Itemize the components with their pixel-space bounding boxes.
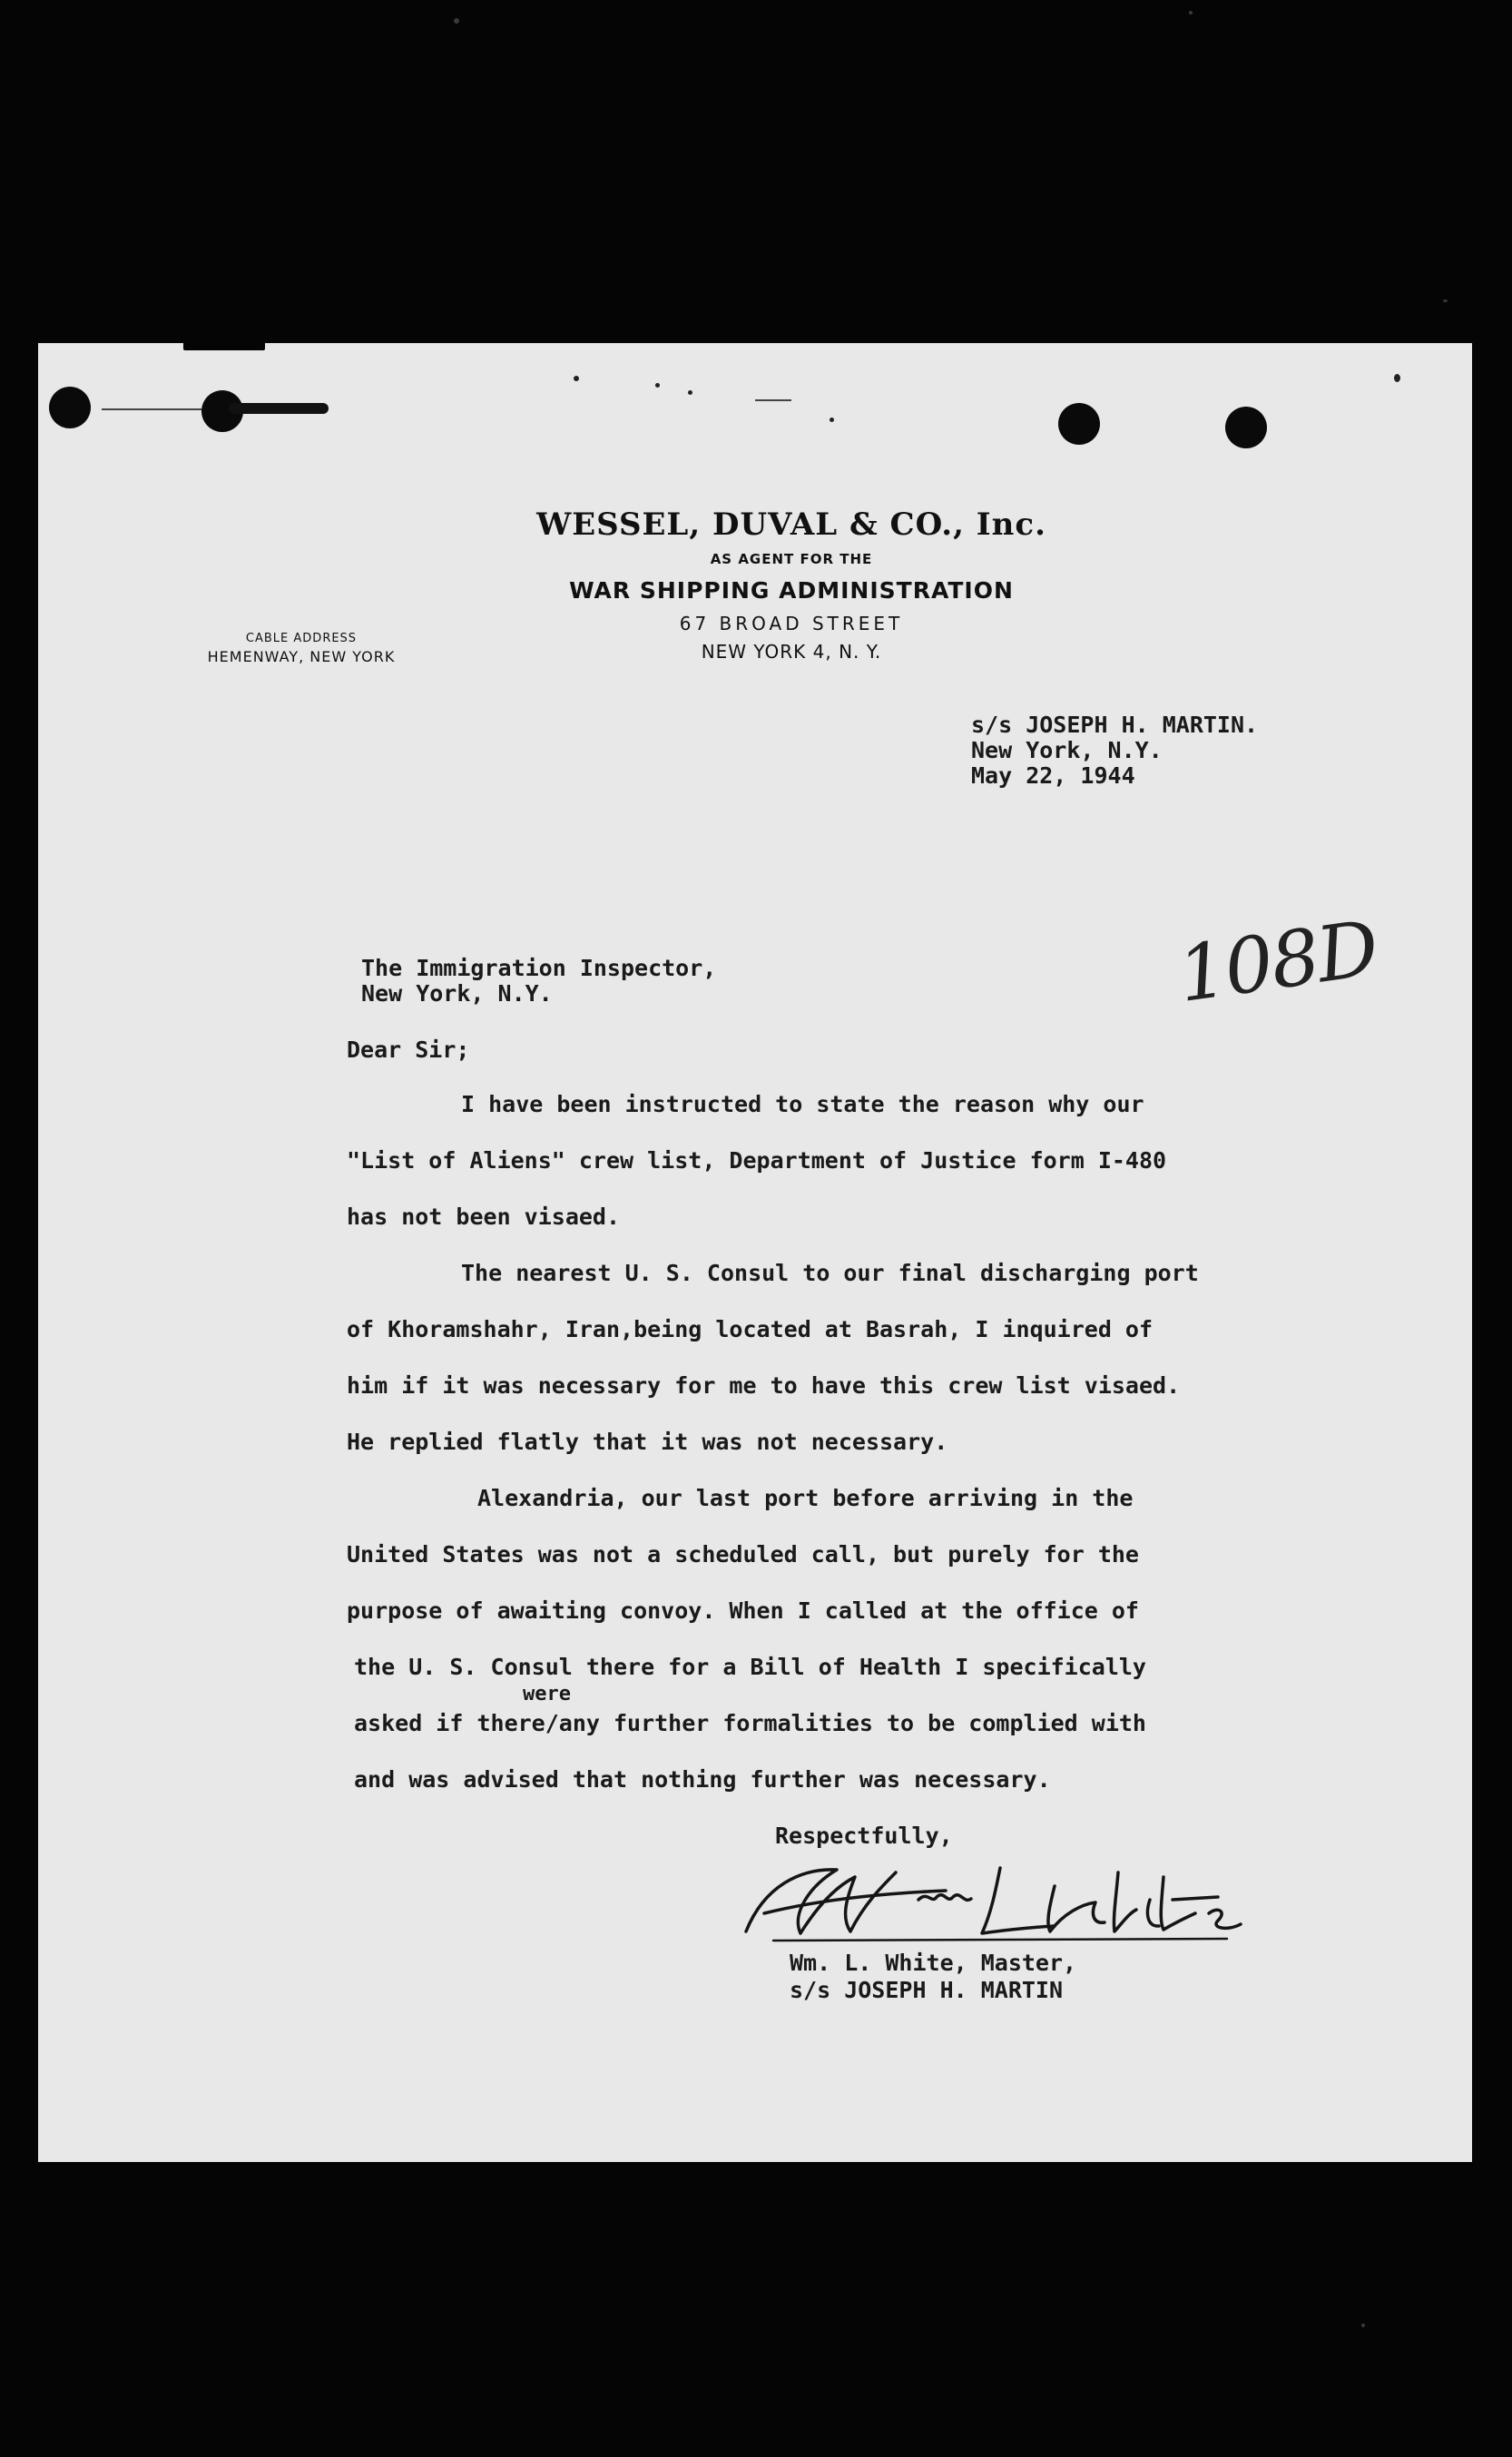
body-insertion: were bbox=[523, 1683, 571, 1705]
letterhead-agent-line: AS AGENT FOR THE bbox=[710, 551, 873, 567]
body-line: has not been visaed. bbox=[347, 1204, 621, 1230]
letterhead-company: WESSEL, DUVAL & CO., Inc. bbox=[536, 506, 1046, 543]
signatory-name: Wm. L. White, Master, bbox=[790, 1950, 1077, 1976]
pencil-mark bbox=[755, 399, 791, 401]
body-line: and was advised that nothing further was necessary. bbox=[354, 1766, 1051, 1793]
salutation: Dear Sir; bbox=[347, 1037, 470, 1063]
handwritten-file-number: 108D bbox=[1173, 903, 1383, 1020]
ink-smudge bbox=[229, 403, 329, 414]
sign-off: Respectfully, bbox=[775, 1823, 953, 1849]
recipient-title: The Immigration Inspector, bbox=[361, 955, 717, 981]
sender-location: New York, N.Y. bbox=[971, 737, 1163, 763]
ink-speck bbox=[1394, 374, 1400, 382]
ink-smudge bbox=[183, 338, 265, 350]
pencil-mark bbox=[102, 408, 201, 410]
punch-hole bbox=[1058, 403, 1100, 445]
letterhead-administration: WAR SHIPPING ADMINISTRATION bbox=[569, 577, 1014, 604]
punch-hole bbox=[49, 387, 91, 428]
punch-hole bbox=[1225, 407, 1267, 448]
ink-speck bbox=[688, 390, 692, 395]
recipient-location: New York, N.Y. bbox=[361, 980, 553, 1007]
body-line: asked if there/any further formalities to be complied with bbox=[354, 1710, 1146, 1736]
sender-date: May 22, 1944 bbox=[971, 762, 1135, 789]
letter-page bbox=[38, 343, 1472, 2162]
body-line: him if it was necessary for me to have this crew list visaed. bbox=[347, 1372, 1181, 1399]
body-line: The nearest U. S. Consul to our final discharging port bbox=[461, 1260, 1199, 1286]
ink-speck bbox=[574, 376, 579, 381]
scan-speck bbox=[454, 18, 459, 24]
cable-address-label: CABLE ADDRESS bbox=[245, 632, 358, 645]
handwritten-signature bbox=[737, 1850, 1245, 1950]
body-line: I have been instructed to state the reason why our bbox=[461, 1091, 1144, 1117]
scan-speck bbox=[1443, 300, 1448, 302]
ink-speck bbox=[655, 383, 660, 388]
body-line: "List of Aliens" crew list, Department of Justice form I-480 bbox=[347, 1147, 1167, 1174]
body-line: Alexandria, our last port before arriving in the bbox=[477, 1485, 1134, 1511]
body-line: purpose of awaiting convoy. When I called at the office of bbox=[347, 1597, 1139, 1624]
scan-speck bbox=[1189, 11, 1193, 15]
cable-address-value: HEMENWAY, NEW YORK bbox=[207, 648, 396, 665]
letterhead-city: NEW YORK 4, N. Y. bbox=[701, 641, 882, 663]
body-line: the U. S. Consul there for a Bill of Health I specifically bbox=[354, 1654, 1146, 1680]
signatory-vessel: s/s JOSEPH H. MARTIN bbox=[790, 1977, 1064, 2003]
ink-speck bbox=[830, 418, 834, 422]
letterhead-street: 67 BROAD STREET bbox=[679, 613, 904, 634]
body-line: United States was not a scheduled call, but purely for the bbox=[347, 1541, 1139, 1568]
sender-vessel: s/s JOSEPH H. MARTIN. bbox=[971, 712, 1259, 738]
scan-speck bbox=[1361, 2324, 1365, 2327]
body-line: of Khoramshahr, Iran,being located at Basrah, I inquired of bbox=[347, 1316, 1154, 1342]
body-line: He replied flatly that it was not necessary. bbox=[347, 1429, 948, 1455]
